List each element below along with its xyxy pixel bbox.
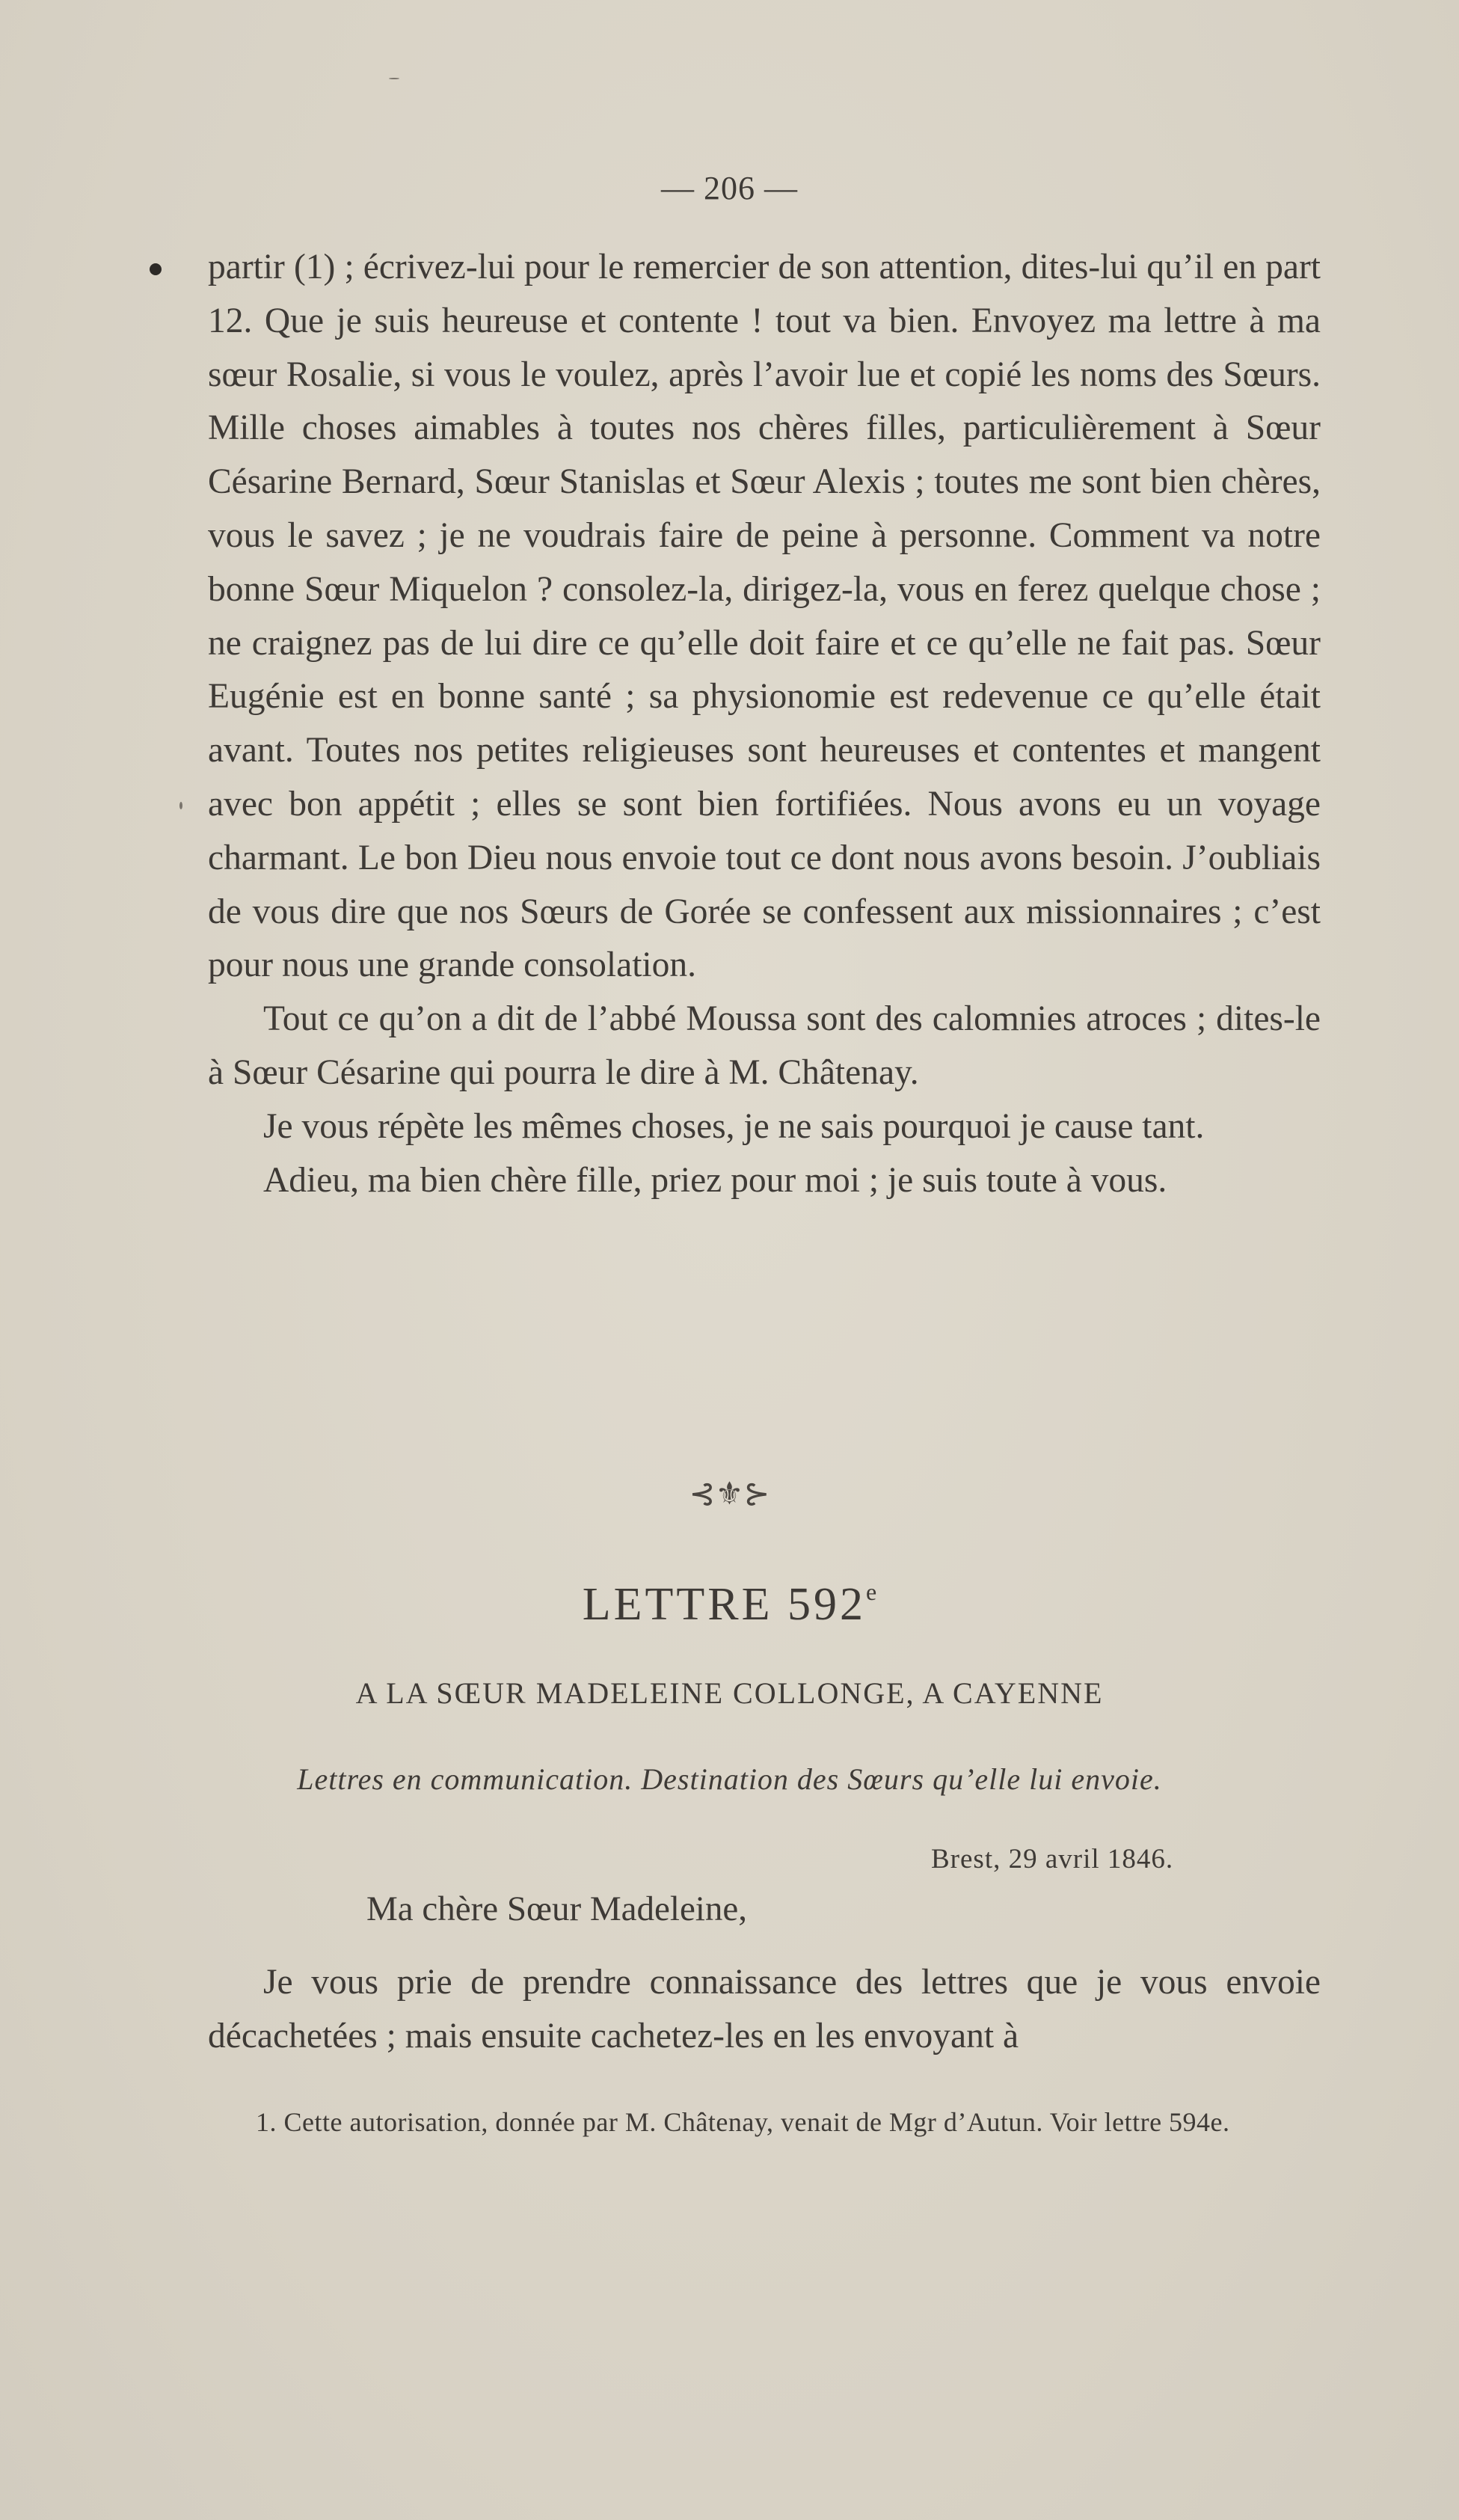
letter-heading (0, 1578, 1459, 1631)
page-number: — 206 — (661, 170, 798, 206)
ornament-divider: ⊰⚜⊱ (689, 1477, 770, 1512)
letter-number: LETTRE 592 (582, 1579, 866, 1630)
margin-speck (389, 78, 399, 79)
footnote-text: 1. Cette autorisation, donnée par M. Châtenay, venait de Mgr d’Autun. Voir lettre 594e. (256, 2107, 1230, 2137)
paragraph: partir (1) ; écrivez-lui pour le remercier de son attention, dites-lui qu’il en part 12. Que je suis heureuse et contente ! tout va bien. Envoyez ma lettre à ma sœur Rosalie, si vous le voulez, après l’avoir lue et copié les noms des Sœurs. Mille choses aimables à toutes nos chères filles, particulièrement à Sœur Césarine Bernard, Sœur Stanislas et Sœur Alexis ; toutes me sont bien chères, vous le savez ; je ne voudrais faire de peine à personne. Comment va notre bonne Sœur Miquelon ? consolez-la, dirigez-la, vous en ferez quelque chose ; ne craignez pas de lui dire ce qu’elle doit faire et ce qu’elle ne fait pas. Sœur Eugénie est en bonne santé ; sa physionomie est redevenue ce qu’elle était avant. Toutes nos petites religieuses sont heureuses et contentes et mangent avec bon appétit ; elles se sont bien fortifiées. Nous avons eu un voyage charmant. Le bon Dieu nous envoie tout ce dont nous avons besoin. J’oubliais de vous dire que nos Sœurs de Gorée se confessent aux missionnaires ; c’est pour nous une grande consolation. (208, 248, 1321, 985)
footnote (208, 2103, 1321, 2142)
margin-speck (179, 802, 182, 809)
salutation: Ma chère Sœur Madeleine, (366, 1889, 747, 1928)
letter-number-suffix: e (866, 1578, 877, 1605)
paragraph: Adieu, ma bien chère fille, priez pour moi ; je suis toute à vous. (263, 1160, 1167, 1200)
letter-summary: Lettres en communication. Destination des Sœurs qu’elle lui envoie. (297, 1762, 1162, 1796)
paragraph: Je vous prie de prendre connaissance des lettres que je vous envoie décachetées ; mais ensuite cachetez-les en les envoyant à (208, 1963, 1321, 2055)
paragraph: Je vous répète les mêmes choses, je ne sais pourquoi je cause tant. (263, 1106, 1205, 1146)
letter-recipient: A LA SŒUR MADELEINE COLLONGE, A CAYENNE (355, 1676, 1104, 1710)
margin-mark (150, 263, 162, 275)
letter-continuation (208, 241, 1321, 1207)
place-date: Brest, 29 avril 1846. (931, 1844, 1174, 1874)
letter-body (208, 1955, 1321, 2063)
paragraph: Tout ce qu’on a dit de l’abbé Moussa sont des calomnies atroces ; dites-le à Sœur Césarine qui pourra le dire à M. Châtenay. (208, 999, 1321, 1092)
